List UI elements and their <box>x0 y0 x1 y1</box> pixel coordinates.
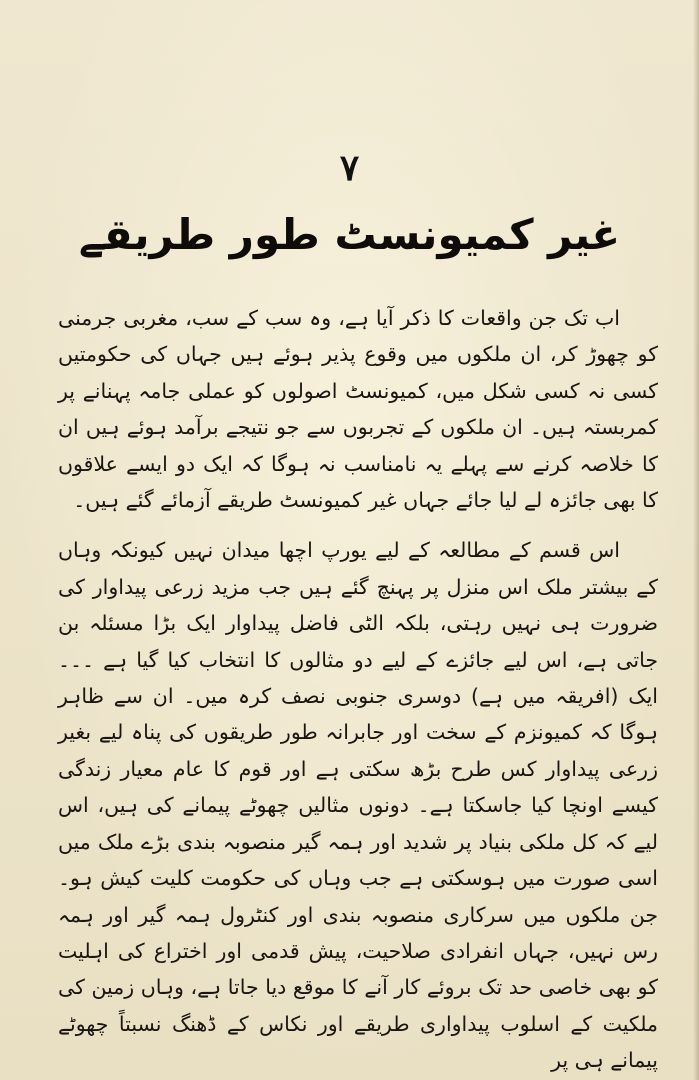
paragraph: اب تک جن واقعات کا ذکر آیا ہے، وہ سب کے سب، مغربی جرمنی کو چھوڑ کر، ان ملکوں میں وقوع پذیر ہوئے ہیں جہاں کی حکومتیں کسی نہ کسی شکل میں، کمیونسٹ اصولوں کو عملی جامہ پہنانے پر کمربستہ ہیں۔ ان ملکوں کے تجربوں سے جو نتیجے برآمد ہوئے ہیں ان کا خلاصہ کرنے سے پہلے یہ نامناسب نہ ہوگا کہ ایک دو ایسے علاقوں کا بھی جائزہ لے لیا جائے جہاں غیر کمیونسٹ طریقے آزمائے گئے ہیں۔ <box>58 306 658 513</box>
chapter-number: ۷ <box>339 147 360 189</box>
paragraph: اس قسم کے مطالعہ کے لیے یورپ اچھا میدان نہیں کیونکہ وہاں کے بیشتر ملک اس منزل پر پہنچ گئے ہیں جب مزید زرعی پیداوار کی ضرورت ہی نہیں رہتی، بلکہ الٹی فاضل پیداوار ایک بڑا مسئلہ بن جاتی ہے، اس لیے جائزے کے لیے دو مثالوں کا انتخاب کیا گیا ہے ۔۔۔ ایک (افریقہ میں ہے) دوسری جنوبی نصف کرہ میں۔ ان سے ظاہر ہوگا کہ کمیونزم کے سخت اور جابرانہ طور طریقوں کی پناہ لیے بغیر زرعی پیداوار کس طرح بڑھ سکتی ہے اور قوم کا عام معیار زندگی کیسے اونچا کیا جاسکتا ہے۔ دونوں مثالیں چھوٹے پیمانے کی ہیں، اس لیے کہ کل ملکی بنیاد پر شدید اور ہمہ گیر منصوبہ بندی بڑے ملک میں اسی صورت میں ہوسکتی ہے جب وہاں کی حکومت کلیت کیش ہو۔ جن ملکوں میں سرکاری منصوبہ بندی اور کنٹرول ہمہ گیر اور ہمہ رس نہیں، جہاں انفرادی صلاحیت، پیش قدمی اور اختراع کی اہلیت کو بھی خاصی حد تک بروئے کار آنے کا موقع دیا جاتا ہے، وہاں زمین کی ملکیت کے اسلوب پیداواری طریقے اور نکاس کے ڈھنگ نسبتاً چھوٹے پیمانے ہی پر <box>58 538 658 1073</box>
chapter-title: غیر کمیونسٹ طور طریقے <box>78 210 621 259</box>
body-text <box>58 300 658 1079</box>
